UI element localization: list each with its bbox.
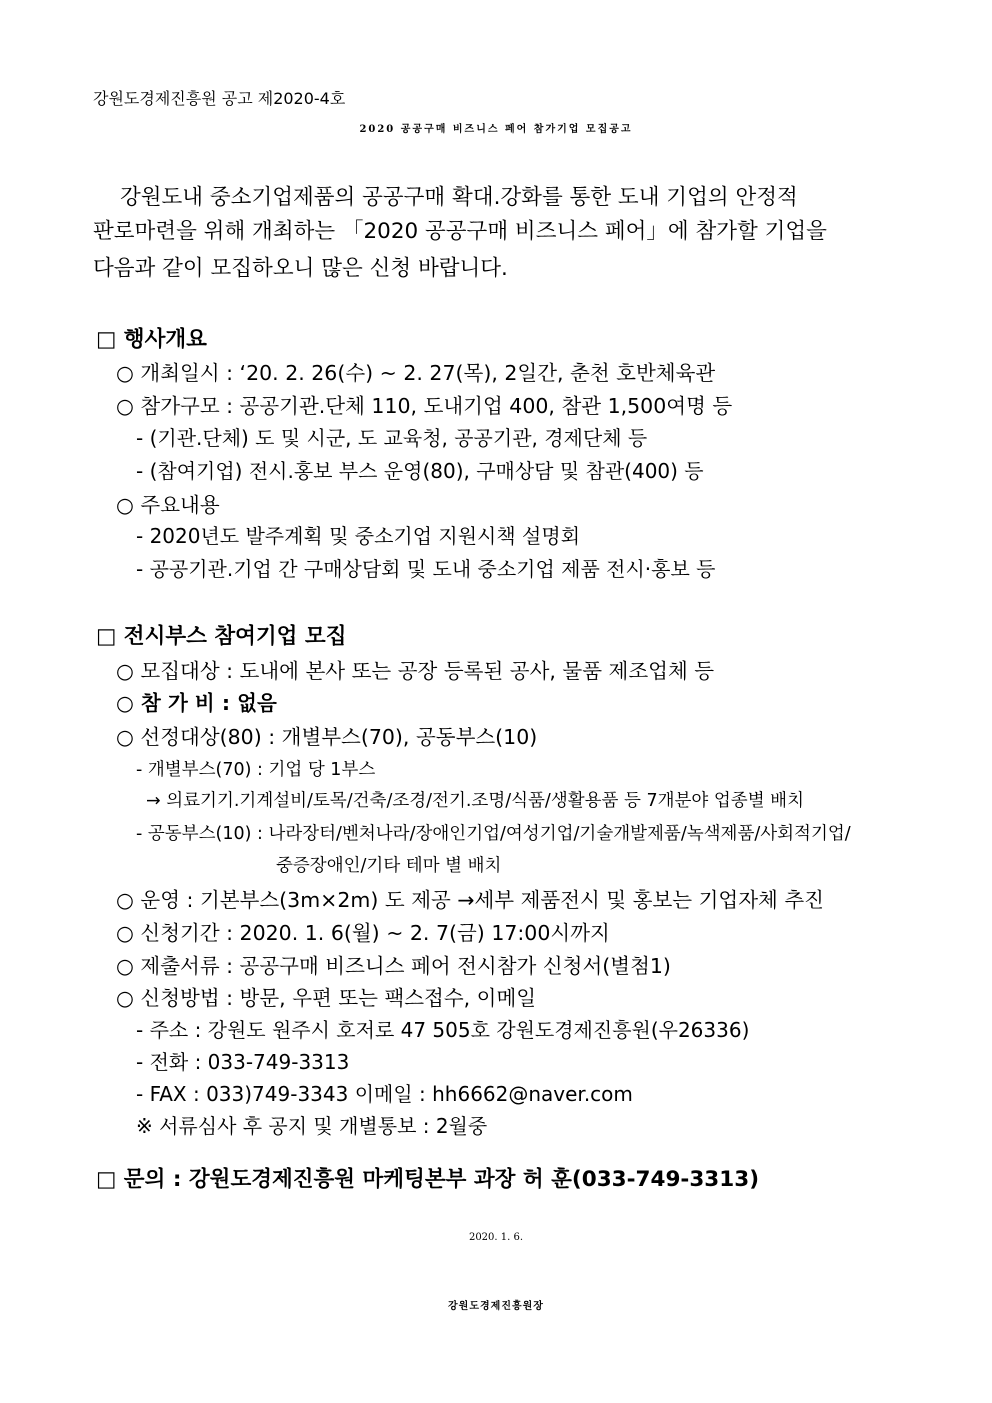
contact-phone: - 전화 : 033-749-3313 [136,1050,350,1074]
intro-line-2: 판로마련을 위해 개최하는 「2020 공공구매 비즈니스 페어」에 참가할 기업을 [93,219,827,244]
section-heading-overview: □ 행사개요 [96,327,207,352]
recruit-method: ○ 신청방법 : 방문, 우편 또는 팩스접수, 이메일 [116,986,537,1010]
overview-dates: ○ 개최일시 : ‘20. 2. 26(수) ~ 2. 27(목), 2일간, 춘천 호반체육관 [116,361,716,385]
issuer-name: 강원도경제진흥원장 [448,1301,544,1312]
notice-date: 2020. 1. 6. [468,1232,524,1243]
recruit-fee: ○ 참 가 비 : 없음 [116,691,277,715]
section-heading-recruitment: □ 전시부스 참여기업 모집 [96,624,347,649]
notice-number: 강원도경제진흥원 공고 제2020-4호 [93,89,346,108]
overview-contents: ○ 주요내용 [116,493,220,517]
recruit-joint-booth: - 공동부스(10) : 나라장터/벤처나라/장애인기업/여성기업/기술개발제품/녹색제품/사회적기업/ [136,824,851,844]
intro-line-3: 다음과 같이 모집하오니 많은 신청 바랍니다. [93,256,508,281]
overview-contents-consulting: - 공공기관.기업 간 구매상담회 및 도내 중소기업 제품 전시·홍보 등 [136,557,716,581]
inquiry-line: □ 문의 : 강원도경제진흥원 마케팅본부 과장 허 훈(033-749-3313) [96,1167,760,1192]
overview-contents-briefing: - 2020년도 발주계획 및 중소기업 지원시책 설명회 [136,524,581,548]
recruit-operation: ○ 운영 : 기본부스(3m×2m) 도 제공 →세부 제품전시 및 홍보는 기업자체 추진 [116,888,824,912]
overview-scale: ○ 참가구모 : 공공기관.단체 110, 도내기업 400, 참관 1,500여명 등 [116,394,733,418]
overview-scale-institutions: - (기관.단체) 도 및 시군, 도 교육청, 공공기관, 경제단체 등 [136,426,648,450]
contact-address: - 주소 : 강원도 원주시 호저로 47 505호 강원도경제진흥원(우26336) [136,1018,750,1042]
recruit-joint-booth-cont: 중증장애인/기타 테마 별 배치 [276,856,502,876]
recruit-individual-booth-detail: → 의료기기.기계설비/토목/건축/조경/전기.조명/식품/생활용품 등 7개분야 업종별 배치 [146,791,804,811]
recruit-individual-booth: - 개별부스(70) : 기업 당 1부스 [136,760,376,780]
review-note: ※ 서류심사 후 공지 및 개별통보 : 2월중 [136,1114,488,1138]
intro-line-1: 강원도내 중소기업제품의 공공구매 확대.강화를 통한 도내 기업의 안정적 [120,185,798,210]
recruit-documents: ○ 제출서류 : 공공구매 비즈니스 페어 전시참가 신청서(별첨1) [116,954,671,978]
overview-scale-companies: - (참여기업) 전시.홍보 부스 운영(80), 구매상담 및 참관(400) 등 [136,459,704,483]
recruit-period: ○ 신청기간 : 2020. 1. 6(월) ~ 2. 7(금) 17:00시까지 [116,921,610,945]
notice-title: 2020 공공구매 비즈니스 페어 참가기업 모집공고 [359,124,633,135]
recruit-target: ○ 모집대상 : 도내에 본사 또는 공장 등록된 공사, 물품 제조업체 등 [116,659,715,683]
recruit-selection: ○ 선정대상(80) : 개별부스(70), 공동부스(10) [116,725,538,749]
contact-fax-email: - FAX : 033)749-3343 이메일 : hh6662@naver.com [136,1082,633,1106]
